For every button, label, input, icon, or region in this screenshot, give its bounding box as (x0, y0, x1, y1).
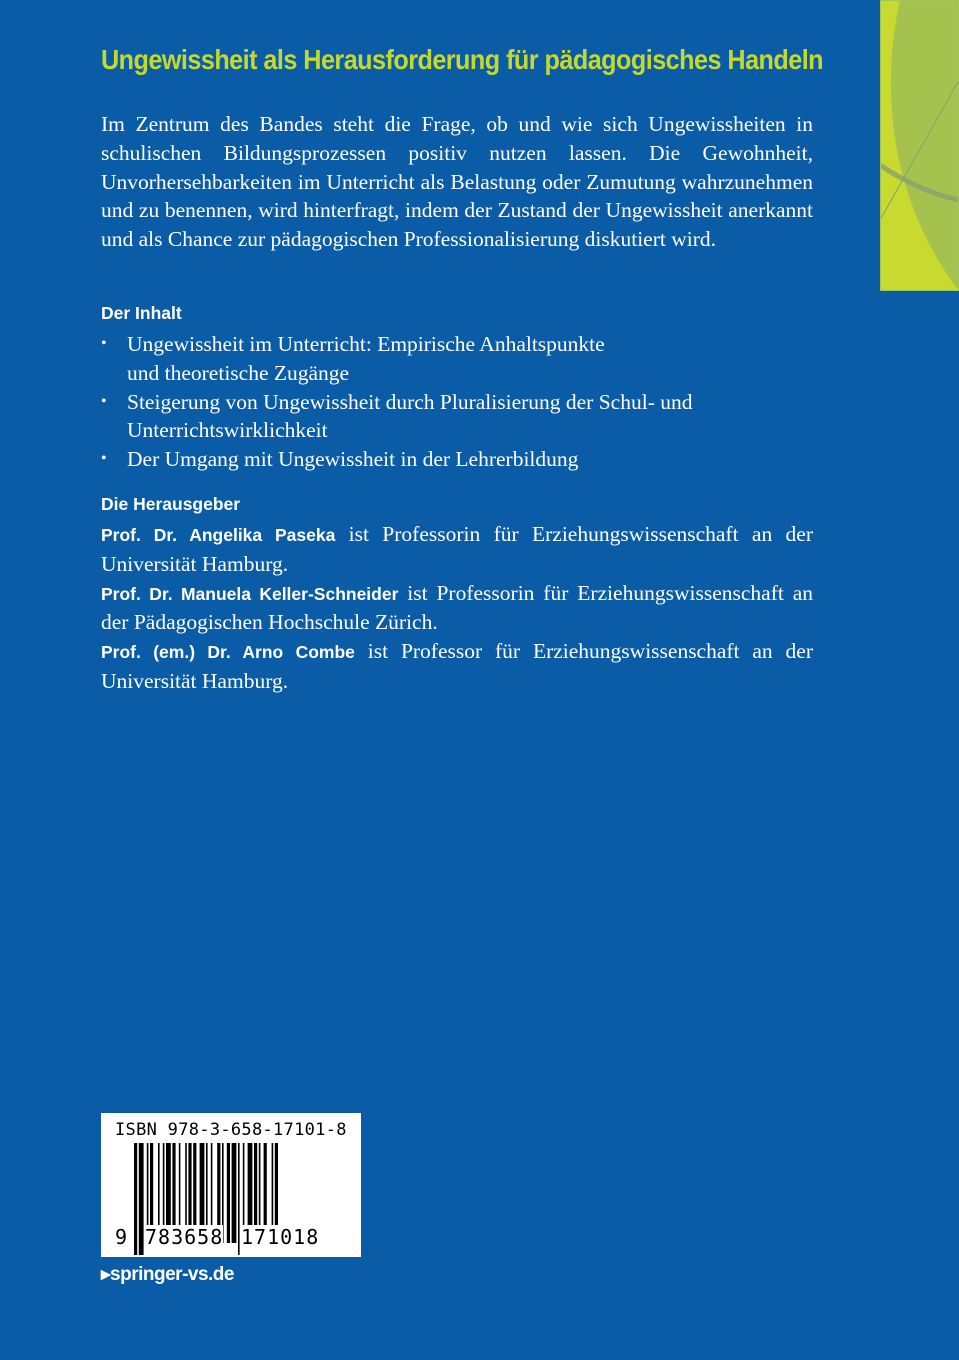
list-item: • Steigerung von Ungewissheit durch Pluralisierung der Schul- und Unterrichtswirklichkeit (101, 388, 813, 446)
contents-heading: Der Inhalt (101, 303, 182, 323)
list-item: • Ungewissheit im Unterricht: Empirische Anhaltspunkte und theoretische Zugänge (101, 330, 813, 388)
decorative-corner-graphic (880, 0, 959, 291)
editor-name: Prof. Dr. Angelika Paseka (101, 525, 336, 545)
isbn-barcode (101, 1113, 361, 1257)
editor-description: ist Professorin für Erziehungswissenschaft an der Pädagogischen Hochschule Zürich. (101, 580, 813, 635)
editor-entry (101, 579, 813, 638)
publisher-website[interactable] (101, 1263, 234, 1286)
barcode-bars (101, 1113, 361, 1257)
barcode-digit-prefix: 9 (115, 1225, 129, 1249)
barcode-bar (238, 1143, 240, 1255)
barcode-bar (139, 1143, 144, 1255)
editors-heading: Die Herausgeber (101, 494, 241, 514)
editor-name: Prof. Dr. Manuela Keller-Schneider (101, 583, 399, 604)
editor-description: ist Professor für Erziehungswissenschaft an der Universität Hamburg. (101, 639, 813, 693)
editors-list (101, 520, 813, 696)
list-item: • Der Umgang mit Ungewissheit in der Lehrerbildung (101, 445, 813, 474)
barcode-digits-left: 783658 (145, 1225, 224, 1249)
isbn-text: ISBN 978-3-658-17101-8 (115, 1120, 347, 1140)
editor-entry (101, 520, 813, 579)
contents-list (101, 330, 813, 474)
barcode-bar (134, 1143, 137, 1255)
editor-entry (101, 637, 813, 696)
barcode-bar (232, 1143, 237, 1243)
editor-description: ist Professorin für Erziehungswissenschaft an der Universität Hamburg. (101, 522, 813, 576)
arrow-icon: ▸ (101, 1264, 111, 1285)
intro-paragraph: Im Zentrum des Bandes steht die Frage, ob und wie sich Ungewissheiten in schulischen Bildungsprozessen positiv nutzen lassen. Die Gewohnheit, Unvorhersehbarkeiten im Unterricht als Belastung oder Zumutung wahrzunehmen und zu benennen, wird hinterfragt, indem der Zustand der Ungewissheit anerkannt und als Chance zur pädagogischen Professionalisierung diskutiert wird. (101, 112, 813, 252)
editor-name: Prof. (em.) Dr. Arno Combe (101, 642, 355, 663)
website-label: springer-vs.de (110, 1264, 234, 1285)
barcode-digits-right: 171018 (241, 1225, 320, 1249)
back-cover-title: Ungewissheit als Herausforderung für pädagogisches Handeln (101, 44, 824, 75)
barcode-bar (227, 1143, 230, 1243)
